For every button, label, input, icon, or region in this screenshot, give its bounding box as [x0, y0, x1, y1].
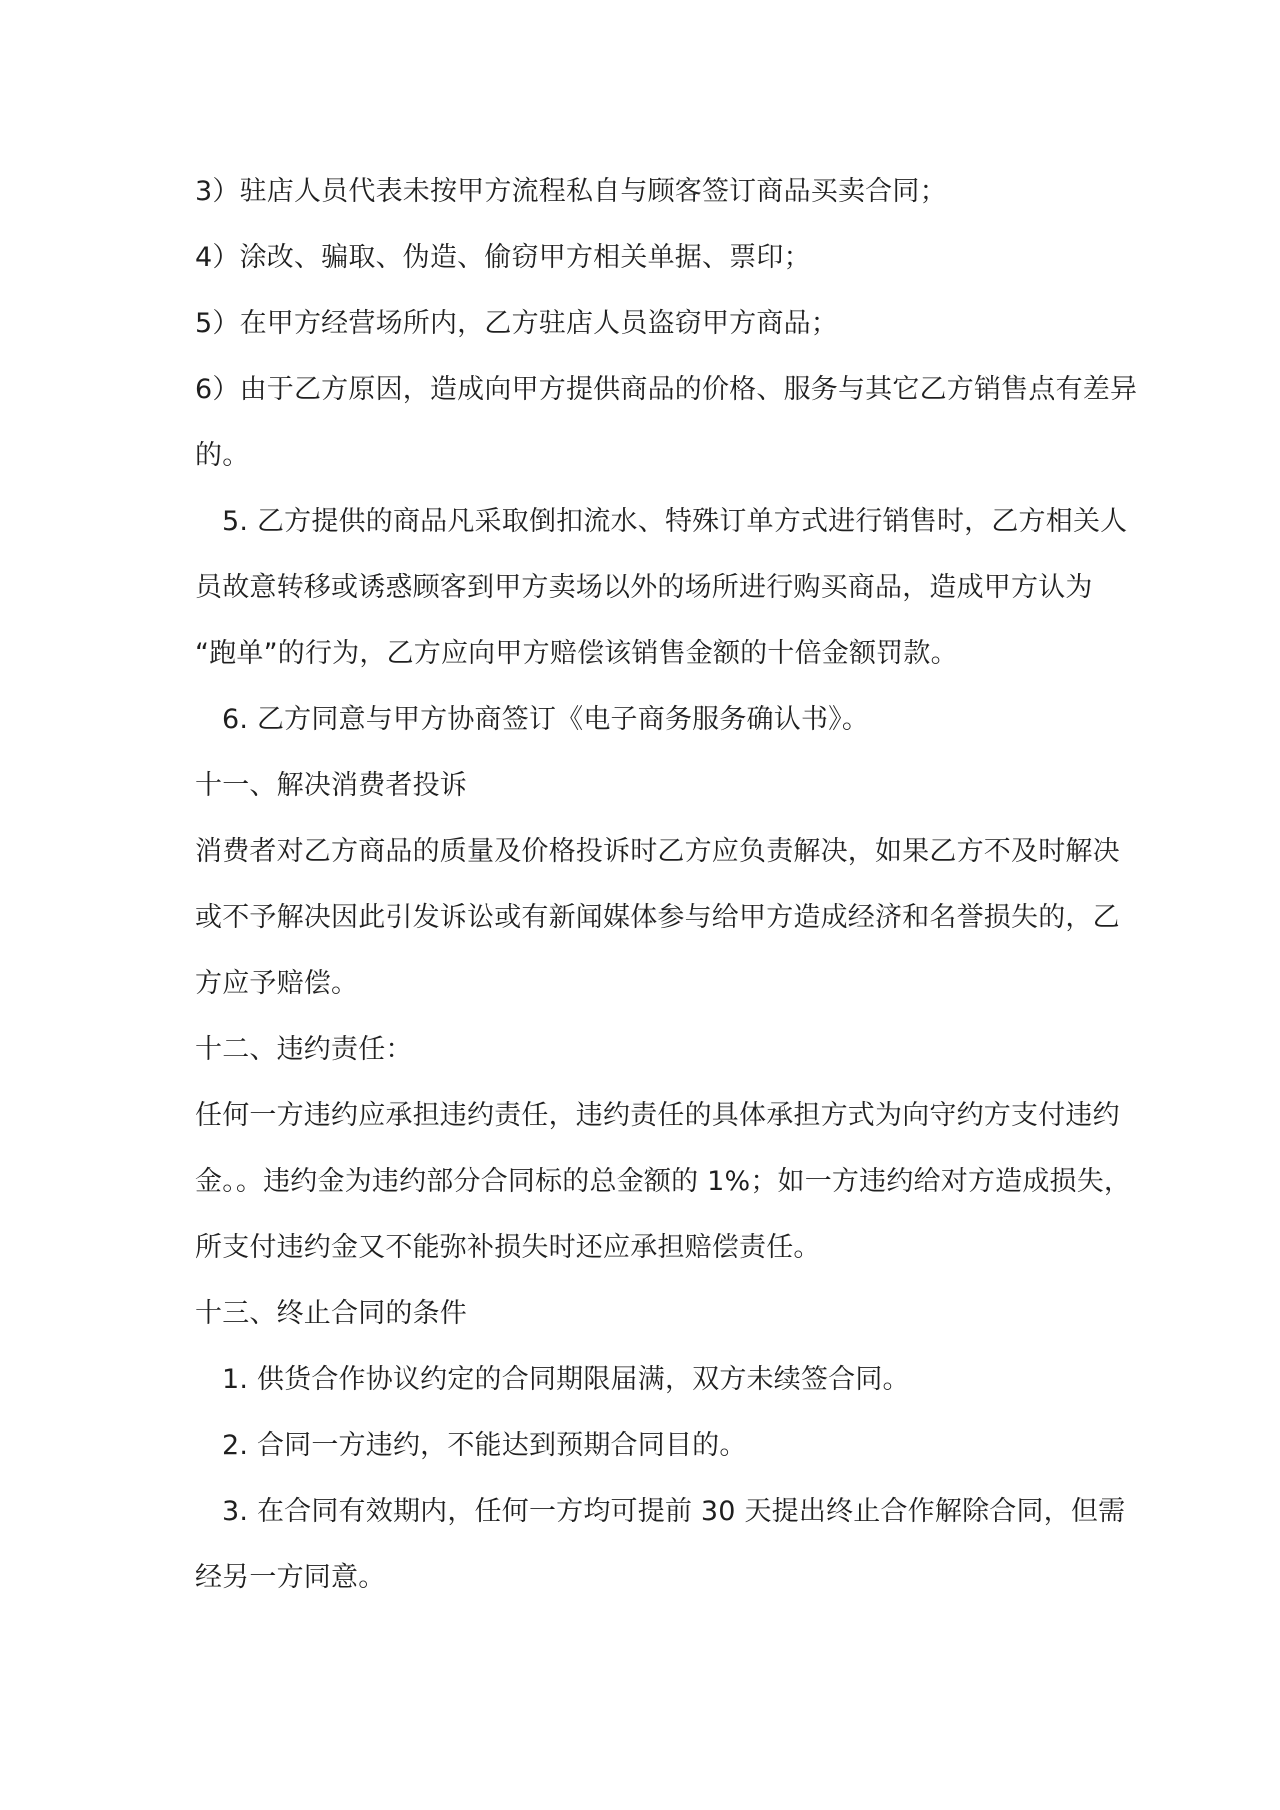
clause-item-4: 4）涂改、骗取、伪造、偷窃甲方相关单据、票印； [195, 242, 811, 273]
section-heading-11: 十一、解决消费者投诉 [195, 770, 467, 801]
numbered-clause-5-continued: “跑单”的行为，乙方应向甲方赔偿该销售金额的十倍金额罚款。 [195, 638, 958, 669]
termination-condition-3: 3. 在合同有效期内，任何一方均可提前 30 天提出终止合作解除合同，但需 [222, 1496, 1126, 1527]
termination-condition-2: 2. 合同一方违约，不能达到预期合同目的。 [222, 1430, 747, 1461]
numbered-clause-5: 5. 乙方提供的商品凡采取倒扣流水、特殊订单方式进行销售时，乙方相关人 [222, 506, 1128, 537]
section-11-body: 方应予赔偿。 [195, 968, 359, 999]
section-heading-12: 十二、违约责任： [195, 1034, 413, 1065]
clause-item-5: 5）在甲方经营场所内，乙方驻店人员盗窃甲方商品； [195, 308, 838, 339]
numbered-clause-5-continued: 员故意转移或诱惑顾客到甲方卖场以外的场所进行购买商品，造成甲方认为 [195, 572, 1093, 603]
clause-item-3: 3）驻店人员代表未按甲方流程私自与顾客签订商品买卖合同； [195, 176, 947, 207]
clause-item-6-continued: 的。 [195, 440, 250, 471]
section-12-body: 金。。违约金为违约部分合同标的总金额的 1%；如一方违约给对方造成损失， [195, 1166, 1132, 1197]
numbered-clause-6: 6. 乙方同意与甲方协商签订《电子商务服务确认书》。 [222, 704, 870, 735]
section-heading-13: 十三、终止合同的条件 [195, 1298, 467, 1329]
section-11-body: 消费者对乙方商品的质量及价格投诉时乙方应负责解决，如果乙方不及时解决 [195, 836, 1120, 867]
termination-condition-1: 1. 供货合作协议约定的合同期限届满，双方未续签合同。 [222, 1364, 910, 1395]
section-12-body: 任何一方违约应承担违约责任，违约责任的具体承担方式为向守约方支付违约 [195, 1100, 1120, 1131]
clause-item-6: 6）由于乙方原因，造成向甲方提供商品的价格、服务与其它乙方销售点有差异 [195, 374, 1138, 405]
termination-condition-3-continued: 经另一方同意。 [195, 1562, 386, 1593]
section-12-body: 所支付违约金又不能弥补损失时还应承担赔偿责任。 [195, 1232, 821, 1263]
section-11-body: 或不予解决因此引发诉讼或有新闻媒体参与给甲方造成经济和名誉损失的，乙 [195, 902, 1120, 933]
